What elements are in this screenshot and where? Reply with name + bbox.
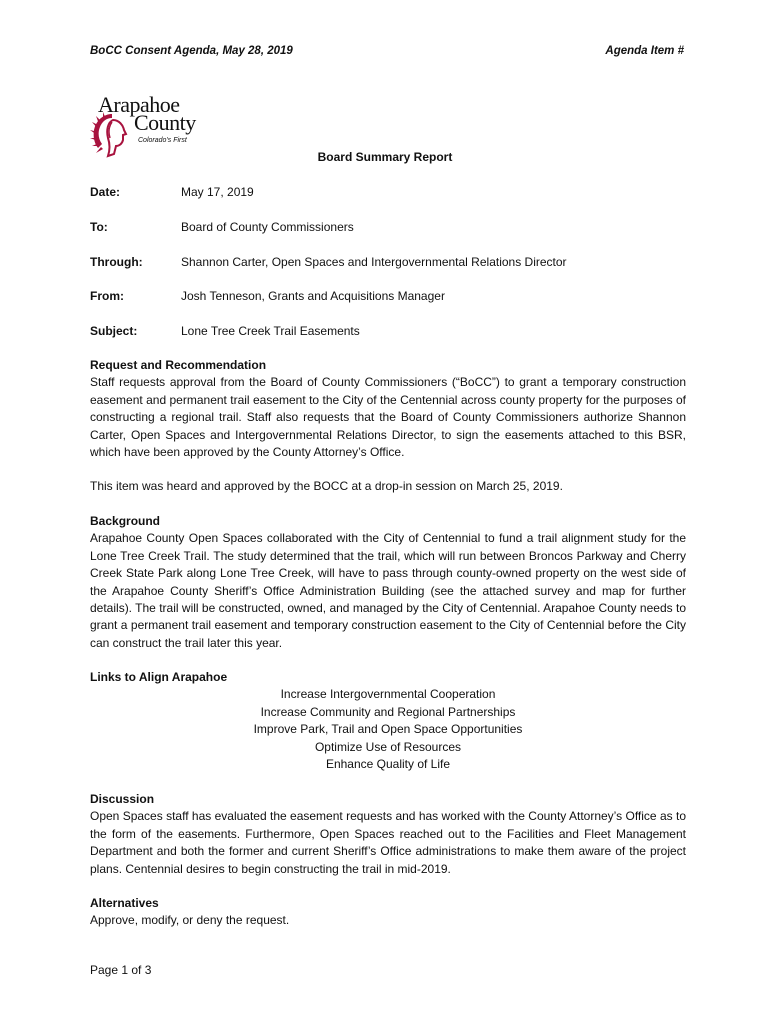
links-list <box>90 686 686 773</box>
header-left: BoCC Consent Agenda, May 28, 2019 <box>90 45 293 57</box>
header-right: Agenda Item # <box>605 45 684 57</box>
link-item: Increase Intergovernmental Cooperation <box>280 687 496 702</box>
logo-word-arapahoe: Arapahoe <box>98 92 180 117</box>
date-label: Date: <box>90 185 121 199</box>
date-value: May 17, 2019 <box>181 185 254 199</box>
link-item: Increase Community and Regional Partnerships <box>260 704 516 719</box>
discussion-section <box>90 791 686 878</box>
through-value: Shannon Carter, Open Spaces and Intergovernmental Relations Director <box>181 255 567 269</box>
page-number: Page 1 of 3 <box>90 963 152 977</box>
alternatives-heading: Alternatives <box>90 896 159 910</box>
report-title: Board Summary Report <box>317 150 453 164</box>
request-text: Staff requests approval from the Board of County Commissioners (“BoCC”) to grant a temporary construction easement and permanent trail easement to the City of the Centennial across county property for the purposes of constructing a regional trail. Staff also requests that the Board of County Commissioners authorize Shannon Carter, Open Spaces and Intergovernmental Relations Director, to sign the easements attached to this BSR, which have been approved by the County Attorney’s Office. <box>90 375 686 460</box>
alternatives-section <box>90 895 686 930</box>
link-item: Improve Park, Trail and Open Space Opportunities <box>253 722 523 737</box>
logo-tagline: Colorado's First <box>138 137 187 144</box>
subject-value: Lone Tree Creek Trail Easements <box>181 324 360 338</box>
request-note: This item was heard and approved by the BOCC at a drop-in session on March 25, 2019. <box>90 479 563 494</box>
logo-word-county: County <box>134 110 196 135</box>
link-item: Optimize Use of Resources <box>314 739 462 754</box>
background-section <box>90 513 686 652</box>
from-value: Josh Tenneson, Grants and Acquisitions Manager <box>181 289 445 303</box>
request-heading: Request and Recommendation <box>90 358 267 372</box>
link-item: Enhance Quality of Life <box>325 757 451 772</box>
request-section <box>90 357 686 496</box>
through-label: Through: <box>90 255 143 269</box>
to-label: To: <box>90 220 108 234</box>
to-value: Board of County Commissioners <box>181 220 354 234</box>
links-heading: Links to Align Arapahoe <box>90 670 228 684</box>
alternatives-text: Approve, modify, or deny the request. <box>90 913 290 928</box>
discussion-text: Open Spaces staff has evaluated the easement requests and has worked with the County Attorney’s Office as to the form of the easements. Furthermore, Open Spaces reached out to the Facilities and Fleet Management Department and both the former and current Sheriff’s Office administrations to make them aware of the project plans. Centennial desires to begin constructing the trail in mid-2019. <box>90 809 686 876</box>
links-section <box>90 669 686 773</box>
from-label: From: <box>90 289 124 303</box>
background-text: Arapahoe County Open Spaces collaborated with the City of Centennial to fund a trail alignment study for the Lone Tree Creek Trail. The study determined that the trail, which will run between Broncos Parkway and Cherry Creek State Park along Lone Tree Creek, will have to pass through county-owned property on the west side of the Arapahoe County Sheriff’s Office Administration Building (see the attached survey and map for further details). The trail will be constructed, owned, and managed by the City of Centennial. Arapahoe County needs to grant a permanent trail easement and temporary construction easement to the City of Centennial before the City can construct the trail later this year. <box>90 531 686 650</box>
discussion-heading: Discussion <box>90 792 155 806</box>
subject-label: Subject: <box>90 324 138 338</box>
background-heading: Background <box>90 514 161 528</box>
